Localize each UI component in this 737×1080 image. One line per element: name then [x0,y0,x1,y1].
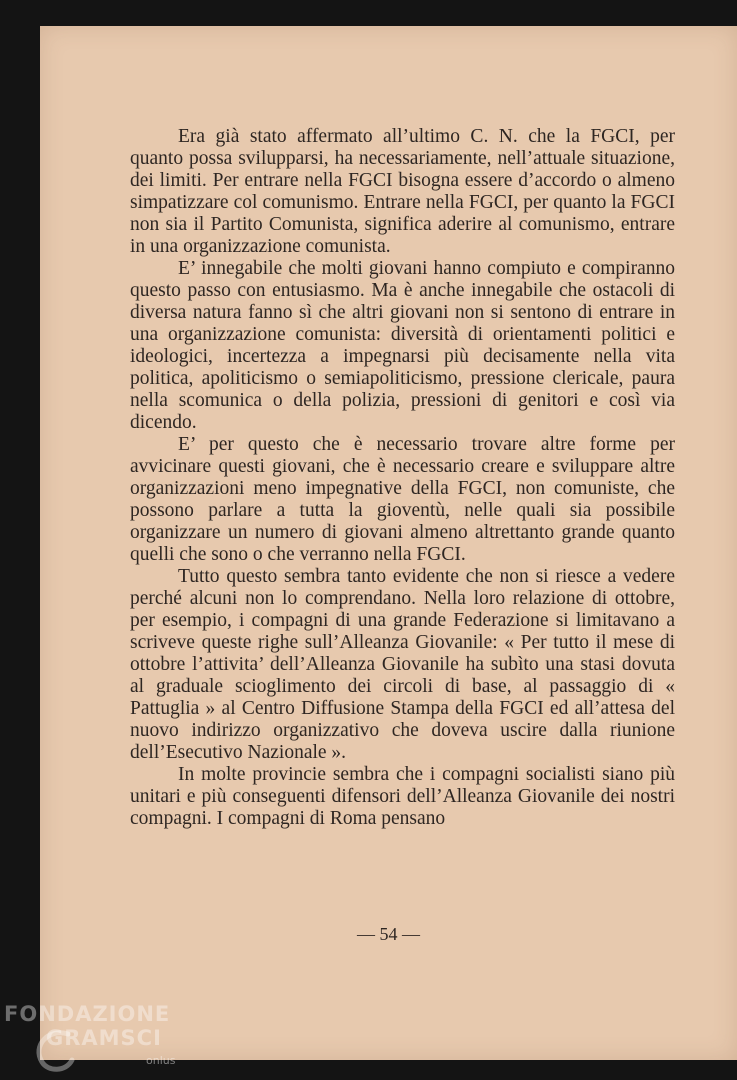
document-page [40,26,737,1060]
watermark-line-3: onlus [146,1054,176,1067]
paragraph-2: E’ innegabile che molti giovani hanno compiuto e compiranno questo passo con entusiasmo. Ma è anche innegabile che ostacoli di diversa natura fanno sì che altri giovani non si sentono di entrare in una organizzazione comunista: diversità di orientamenti politici e ideologici, incertezza a impegnarsi più decisamente nella vita politica, apoliticismo o semiapoliticismo, pressione clericale, paura nella scomunica o della polizia, pressioni di genitori e così via dicendo. [130,258,675,433]
paragraph-4: Tutto questo sembra tanto evidente che non si riesce a vedere perché alcuni non lo comprendano. Nella loro relazione di ottobre, per esempio, i compagni di una grande Federazione si limitavano a scriveve queste righe sull’Alleanza Giovanile: « Per tutto il mese di ottobre l’attivita’ dell’Alleanza Giovanile ha subìto una stasi dovuta al graduale scioglimento dei circoli di base, al passaggio di « Pattuglia » al Centro Diffusione Stampa della FGCI ed all’attesa del nuovo indirizzo organizzativo che doveva uscire dalla riunione dell’Esecutivo Nazionale ». [130,566,675,763]
paragraph-3: E’ per questo che è necessario trovare altre forme per avvicinare questi giovani, che è necessario creare e sviluppare altre organizzazioni meno impegnative della FGCI, non comuniste, che possono parlare a tutta la gioventù, nelle quali sia possibile organizzare un numero di giovani almeno altrettanto grande quanto quelli che sono o che verranno nella FGCI. [130,434,675,565]
watermark-logo [0,996,200,1080]
paragraph-5: In molte provincie sembra che i compagni socialisti siano più unitari e più conseguenti difensori dell’Alleanza Giovanile dei nostri compagni. I compagni di Roma pensano [130,764,675,829]
page-number: — 54 — [357,924,420,944]
watermark-line-1: FONDAZIONE [4,1002,171,1026]
paragraph-1: Era già stato affermato all’ultimo C. N. che la FGCI, per quanto possa svilupparsi, ha necessariamente, nell’attuale situazione, dei limiti. Per entrare nella FGCI bisogna essere d’accordo o almeno simpatizzare col comunismo. Entrare nella FGCI, per quanto la FGCI non sia il Partito Comunista, significa aderire al comunismo, entrare in una organizzazione comunista. [130,126,675,257]
watermark-line-2: GRAMSCI [46,1026,162,1050]
body-text [130,126,675,830]
